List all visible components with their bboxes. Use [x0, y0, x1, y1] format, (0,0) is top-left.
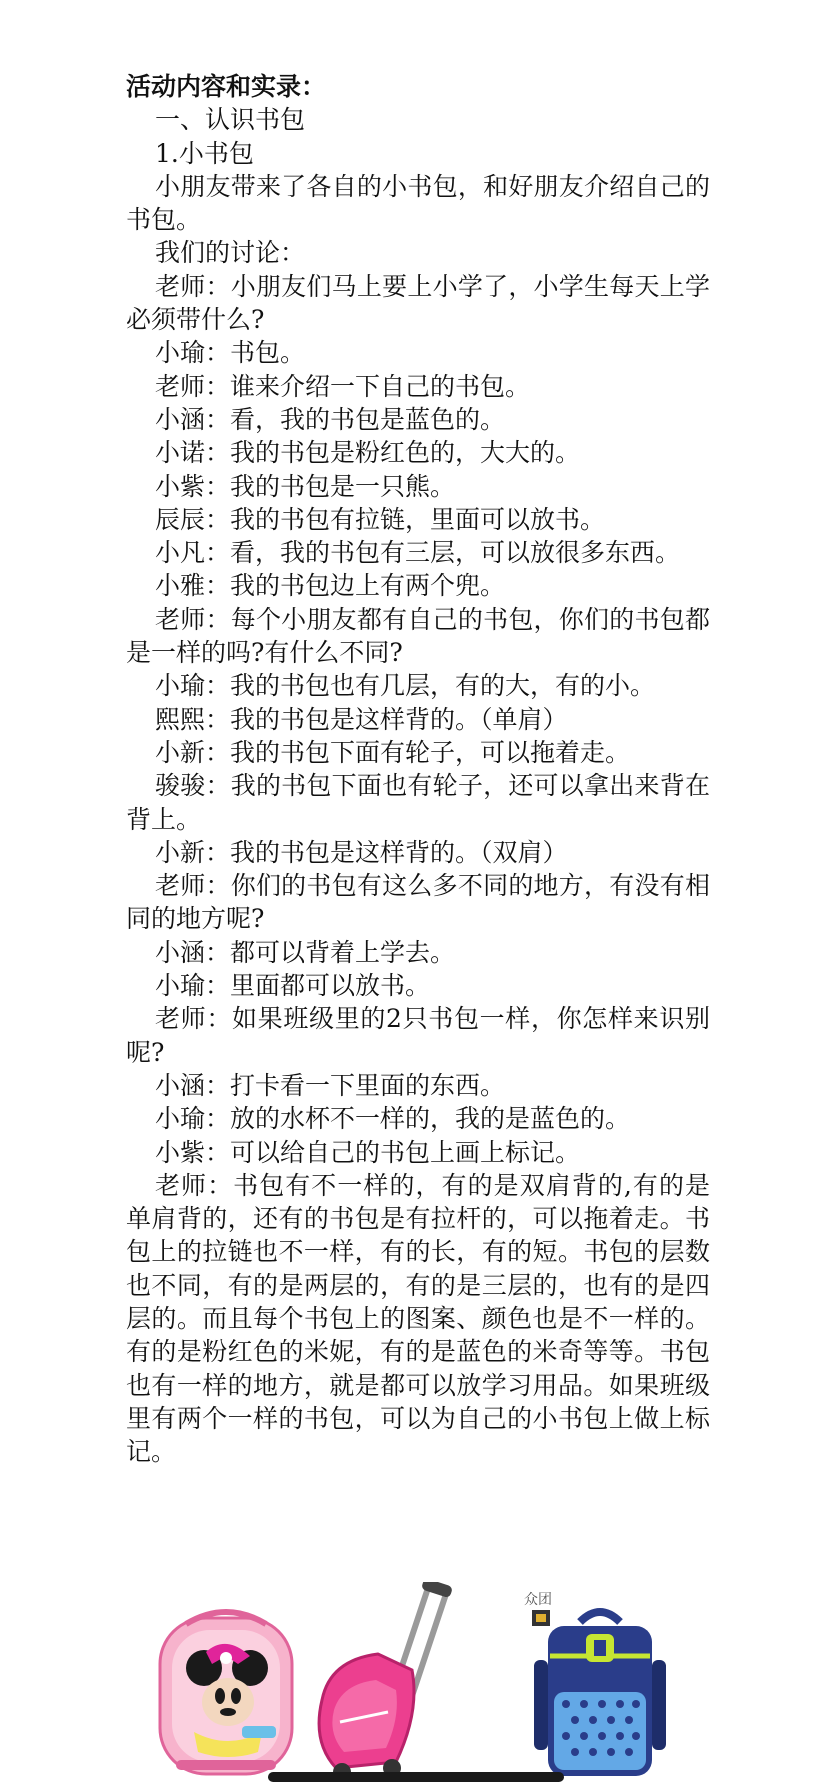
- paragraph: 老师：谁来介绍一下自己的书包。: [155, 371, 531, 401]
- paragraph: 小涵：看，我的书包是蓝色的。: [155, 404, 506, 434]
- paragraph: 小朋友带来了各自的小书包，和好朋友介绍自己的书包。: [126, 171, 710, 235]
- paragraph: 小紫：我的书包是一只熊。: [155, 471, 456, 501]
- home-indicator-bar[interactable]: [268, 1772, 564, 1782]
- backpack-photo-row: [0, 1582, 828, 1792]
- paragraph: 老师：小朋友们马上要上小学了，小学生每天上学必须带什么?: [126, 271, 710, 335]
- paragraph: 老师：书包有不一样的，有的是双肩背的,有的是单肩背的，还有的书包是有拉杆的，可以拖着走。书包上的拉链也不一样，有的长，有的短。书包的层数也不同，有的是两层的，有的是三层的，也有的是四层的。而且每个书包上的图案、颜色也是不一样的。有的是粉红色的米妮，有的是蓝色的米奇等等。书包也有一样的地方，就是都可以放学习用品。如果班级里有两个一样的书包，可以为自己的小书包上做上标记。: [126, 1170, 710, 1467]
- paragraph: 老师：每个小朋友都有自己的书包，你们的书包都是一样的吗?有什么不同?: [126, 604, 710, 668]
- paragraph-list: [126, 103, 710, 1468]
- paragraph: 熙熙：我的书包是这样背的。（单肩）: [155, 704, 568, 734]
- paragraph: 小涵：打卡看一下里面的东西。: [155, 1070, 506, 1100]
- paragraph: 骏骏：我的书包下面也有轮子，还可以拿出来背在背上。: [126, 771, 710, 834]
- paragraph: 小诺：我的书包是粉红色的，大大的。: [155, 438, 581, 468]
- paragraph: 小涵：都可以背着上学去。: [155, 937, 456, 967]
- paragraph: 小瑜：里面都可以放书。: [155, 971, 431, 1001]
- paragraph: 小雅：我的书包边上有两个兜。: [155, 571, 506, 601]
- document-body: [126, 70, 710, 1468]
- paragraph: 小凡：看，我的书包有三层，可以放很多东西。: [155, 538, 681, 568]
- paragraph: 小瑜：我的书包也有几层，有的大，有的小。: [155, 671, 656, 701]
- paragraph: 小瑜：书包。: [155, 338, 306, 368]
- paragraph: 老师：你们的书包有这么多不同的地方，有没有相同的地方呢?: [126, 871, 710, 934]
- paragraph: 老师：如果班级里的2只书包一样，你怎样来识别呢?: [126, 1004, 710, 1067]
- navy-polka-dot-backpack-image: [520, 1586, 680, 1786]
- paragraph: 小瑜：放的水杯不一样的，我的是蓝色的。: [155, 1104, 631, 1134]
- paragraph: 1.小书包: [155, 138, 254, 168]
- paragraph: 小新：我的书包是这样背的。（双肩）: [155, 837, 568, 867]
- paragraph: 辰辰：我的书包有拉链，里面可以放书。: [155, 504, 606, 534]
- pink-minnie-backpack-image: [146, 1600, 306, 1780]
- watermark-text: 众团: [524, 1592, 552, 1608]
- paragraph: 小紫：可以给自己的书包上画上标记。: [155, 1137, 581, 1167]
- section-heading: 活动内容和实录：: [126, 72, 327, 101]
- paragraph: 我们的讨论：: [155, 238, 306, 268]
- pink-trolley-backpack-image: [300, 1582, 460, 1787]
- paragraph: 小新：我的书包下面有轮子，可以拖着走。: [155, 737, 631, 767]
- paragraph: 一、认识书包: [155, 105, 306, 135]
